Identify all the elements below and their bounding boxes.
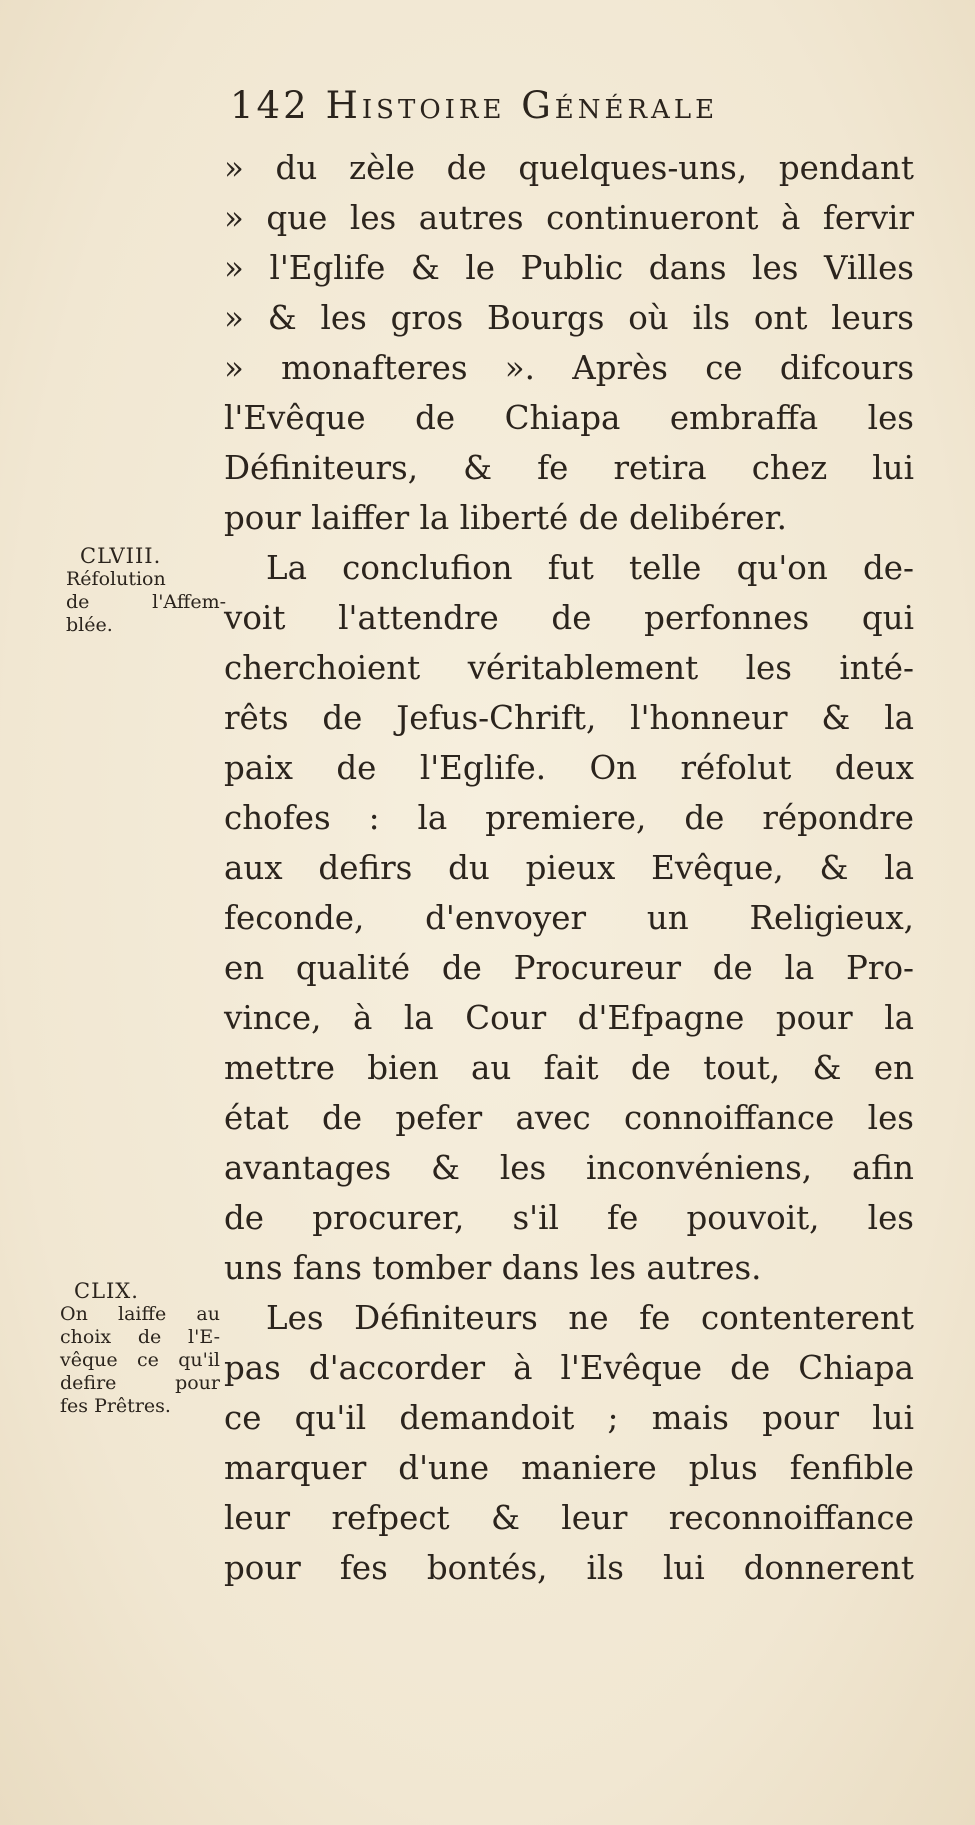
- text-line: uns fans tomber dans les autres.: [224, 1249, 762, 1287]
- running-title: Histoire Générale: [325, 84, 719, 127]
- text-line: avantages & les inconvéniens, afin: [224, 1149, 914, 1187]
- margin-note-line: defire pour: [60, 1372, 220, 1394]
- text-line: état de pefer avec connoiffance les: [224, 1099, 914, 1137]
- page-number: 142: [230, 84, 310, 127]
- margin-note-line: On laiffe au: [60, 1303, 220, 1325]
- text-line: vince, à la Cour d'Efpagne pour la: [224, 999, 914, 1037]
- text-line: » monafteres ». Après ce difcours: [224, 349, 914, 387]
- margin-note-line: blée.: [66, 614, 113, 636]
- text-line: leur refpect & leur reconnoiffance: [224, 1499, 914, 1537]
- text-line: cherchoient véritablement les inté-: [224, 649, 914, 687]
- running-header: [230, 84, 880, 134]
- text-line: pour laiffer la liberté de delibérer.: [224, 499, 787, 537]
- text-line: Les Définiteurs ne fe contenterent: [266, 1299, 914, 1337]
- text-line: » que les autres continueront à fervir: [224, 199, 914, 237]
- text-line: en qualité de Procureur de la Pro-: [224, 949, 914, 987]
- text-line: chofes : la premiere, de répondre: [224, 799, 914, 837]
- text-line: voit l'attendre de perfonnes qui: [224, 599, 914, 637]
- text-line: aux defirs du pieux Evêque, & la: [224, 849, 914, 887]
- margin-note-line: de l'Affem-: [66, 591, 226, 613]
- margin-note-line: fes Prêtres.: [60, 1395, 171, 1417]
- text-line: paix de l'Eglife. On réfolut deux: [224, 749, 914, 787]
- margin-note-line: choix de l'E-: [60, 1326, 220, 1348]
- body-text: [224, 143, 914, 1593]
- text-line: feconde, d'envoyer un Religieux,: [224, 899, 914, 937]
- text-line: pour fes bontés, ils lui donnerent: [224, 1549, 914, 1587]
- text-line: mettre bien au fait de tout, & en: [224, 1049, 914, 1087]
- margin-note-number: CLVIII.: [80, 544, 162, 568]
- margin-note-clix: [60, 1280, 220, 1418]
- text-line: rêts de Jefus-Chrift, l'honneur & la: [224, 699, 914, 737]
- text-line: » l'Eglife & le Public dans les Villes: [224, 249, 914, 287]
- text-line: » du zèle de quelques-uns, pendant: [224, 149, 914, 187]
- text-line: La conclufion fut telle qu'on de-: [266, 549, 914, 587]
- margin-note-line: vêque ce qu'il: [60, 1349, 220, 1371]
- text-line: marquer d'une maniere plus fenfible: [224, 1449, 914, 1487]
- text-line: de procurer, s'il fe pouvoit, les: [224, 1199, 914, 1237]
- margin-note-clviii: [66, 545, 226, 637]
- text-line: Définiteurs, & fe retira chez lui: [224, 449, 914, 487]
- margin-note-number: CLIX.: [74, 1279, 139, 1303]
- text-line: l'Evêque de Chiapa embraffa les: [224, 399, 914, 437]
- margin-note-line: Réfolution: [66, 568, 166, 590]
- text-line: pas d'accorder à l'Evêque de Chiapa: [224, 1349, 914, 1387]
- text-line: » & les gros Bourgs où ils ont leurs: [224, 299, 914, 337]
- text-line: ce qu'il demandoit ; mais pour lui: [224, 1399, 914, 1437]
